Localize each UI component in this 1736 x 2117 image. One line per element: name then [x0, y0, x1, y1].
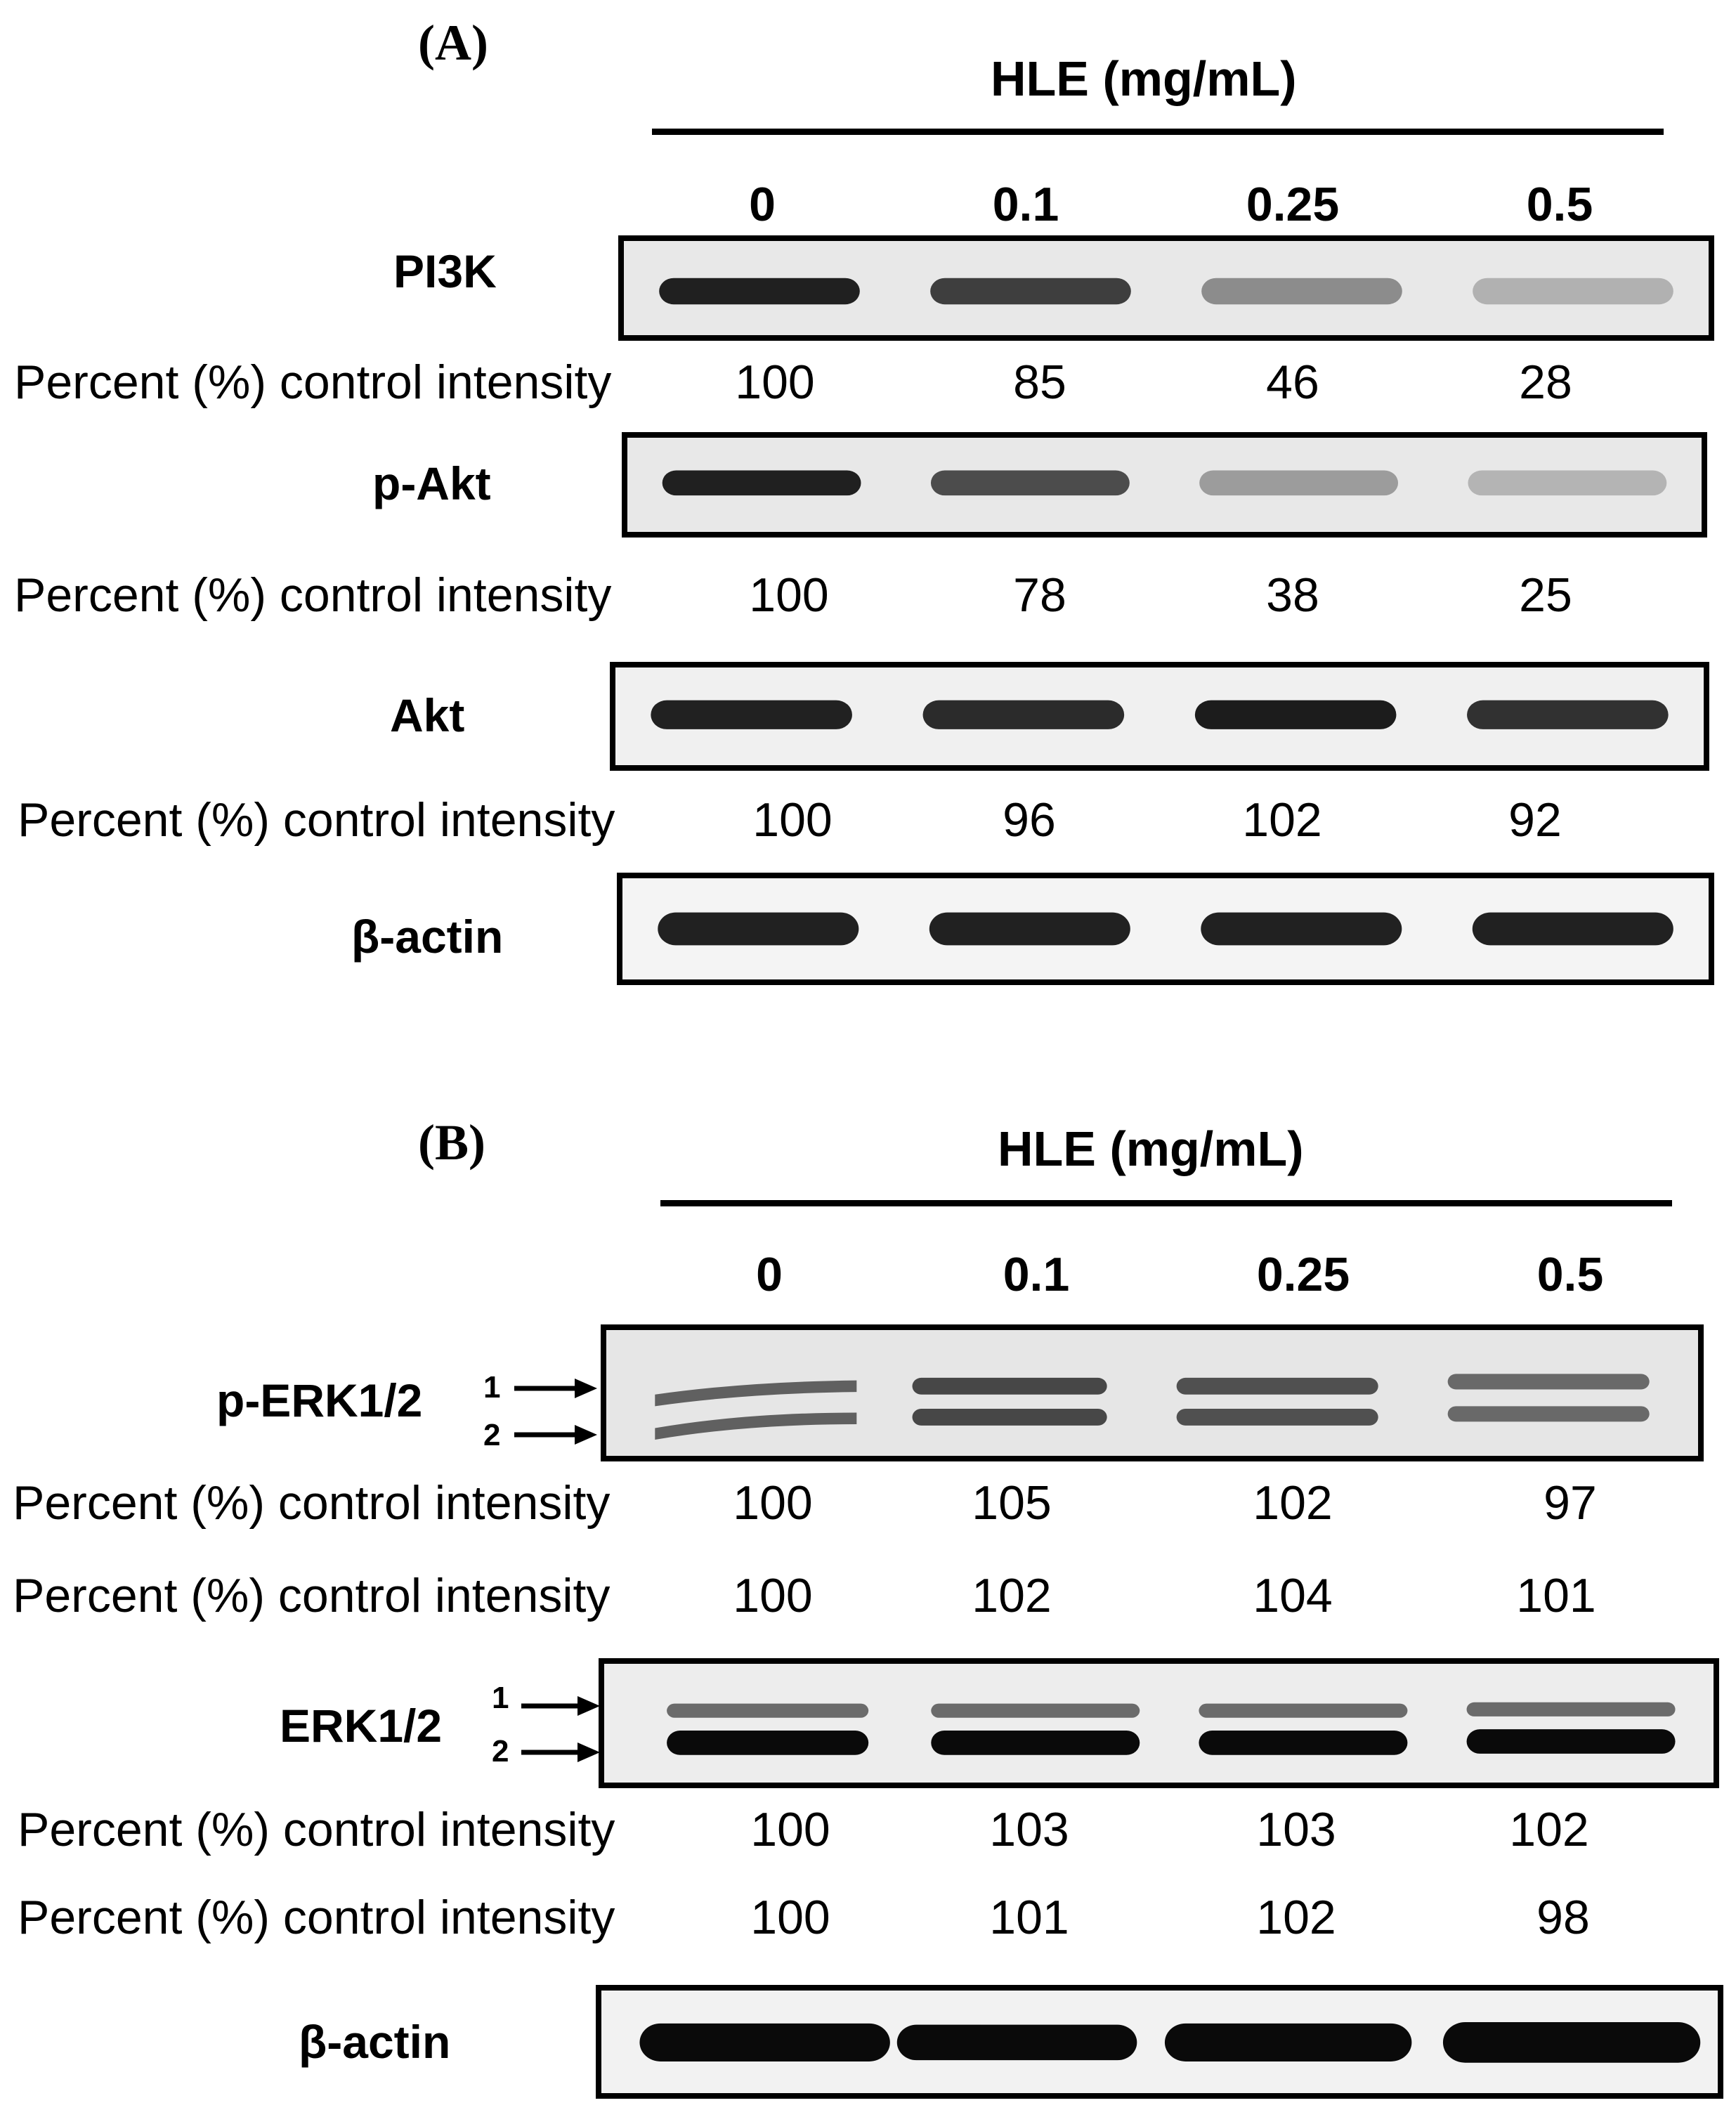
p-akt-quant-label: Percent (%) control intensity [14, 568, 612, 622]
akt-band-1 [923, 701, 1125, 729]
erk-lane-3 [1467, 1702, 1676, 1754]
akt-blot [610, 662, 1709, 771]
beta-actin-a-label: β-actin [351, 911, 504, 963]
p-erk-blot [601, 1324, 1704, 1461]
erk-band1-marker: 1 [492, 1681, 509, 1715]
panel-b-label: (B) [418, 1114, 485, 1171]
beta-actin-a-band-1 [929, 913, 1130, 946]
p-erk-lane-0 [655, 1381, 856, 1440]
panel-a-label: (A) [418, 15, 488, 71]
p-erk-quant-label-1: Percent (%) control intensity [13, 1476, 611, 1530]
erk-r1-value-2: 103 [1256, 1803, 1336, 1856]
pi3k-value-2: 46 [1266, 356, 1319, 409]
panel-b-dose-1: 0.1 [1003, 1248, 1070, 1301]
p-erk-r1-value-1: 105 [972, 1476, 1052, 1530]
akt-band-0 [651, 701, 852, 729]
akt-value-2: 102 [1242, 793, 1322, 847]
pi3k-value-1: 85 [1013, 356, 1066, 409]
erk-lane-2 [1199, 1704, 1407, 1755]
pi3k-quant-label: Percent (%) control intensity [14, 356, 612, 409]
p-akt-blot [622, 432, 1707, 538]
panel-b-dose-3: 0.5 [1536, 1248, 1604, 1301]
p-akt-band-0 [663, 470, 861, 495]
beta-actin-a-band-2 [1201, 913, 1402, 946]
erk-r2-value-3: 98 [1536, 1891, 1590, 1944]
p-erk-r1-value-2: 102 [1253, 1476, 1333, 1530]
beta-actin-b-label: β-actin [299, 2016, 451, 2068]
p-akt-bands [627, 438, 1702, 532]
akt-band-3 [1467, 701, 1669, 729]
panel-a-hle-header: HLE (mg/mL) [991, 51, 1297, 106]
erk-r2-value-2: 102 [1256, 1891, 1336, 1944]
pi3k-bands [624, 241, 1709, 335]
beta-actin-b-bands [601, 1991, 1718, 2093]
pi3k-blot [618, 235, 1714, 341]
erk-r1-value-1: 103 [989, 1803, 1069, 1856]
p-erk-lane-3 [1448, 1374, 1650, 1421]
erk-band2-marker: 2 [492, 1734, 509, 1768]
pi3k-value-0: 100 [735, 356, 815, 409]
pi3k-band-1 [930, 278, 1131, 305]
p-erk-r2-value-2: 104 [1253, 1569, 1333, 1622]
akt-quant-label: Percent (%) control intensity [18, 793, 615, 847]
p-akt-band-1 [931, 470, 1130, 495]
panel-a-dose-2: 0.25 [1246, 178, 1340, 231]
p-erk-r2-value-1: 102 [972, 1569, 1052, 1622]
p-erk-band2-arrow [514, 1424, 597, 1446]
erk-r1-value-3: 102 [1509, 1803, 1589, 1856]
erk-quant-label-2: Percent (%) control intensity [18, 1891, 615, 1944]
akt-value-1: 96 [1003, 793, 1056, 847]
erk-lane-1 [931, 1704, 1140, 1755]
p-erk-lane-2 [1177, 1378, 1378, 1426]
p-erk-r2-value-3: 101 [1516, 1569, 1596, 1622]
p-akt-band-3 [1468, 470, 1666, 495]
pi3k-band-2 [1201, 278, 1402, 305]
pi3k-value-3: 28 [1519, 356, 1572, 409]
erk-label: ERK1/2 [280, 1700, 443, 1752]
pi3k-label: PI3K [393, 245, 497, 297]
erk-r2-value-0: 100 [750, 1891, 830, 1944]
panel-b-dose-0: 0 [756, 1248, 783, 1301]
p-erk-lane-1 [913, 1378, 1107, 1426]
pi3k-band-0 [659, 278, 860, 305]
beta-actin-a-band-0 [658, 913, 859, 946]
panel-a-dose-1: 0.1 [992, 178, 1059, 231]
p-akt-band-2 [1199, 470, 1398, 495]
panel-b-dose-2: 0.25 [1256, 1248, 1350, 1301]
akt-label: Akt [390, 689, 465, 741]
erk-bands [604, 1664, 1714, 1783]
p-akt-value-1: 78 [1013, 568, 1066, 622]
p-erk-band1-marker: 1 [483, 1370, 501, 1405]
erk-band2-arrow [521, 1741, 600, 1764]
panel-a-dose-0: 0 [749, 178, 776, 231]
beta-actin-a-blot [617, 873, 1714, 985]
erk-r1-value-0: 100 [750, 1803, 830, 1856]
erk-blot [599, 1658, 1719, 1788]
beta-actin-b-band-0 [639, 2024, 889, 2061]
p-erk-quant-label-2: Percent (%) control intensity [13, 1569, 611, 1622]
p-erk-band2-marker: 2 [483, 1418, 501, 1452]
p-erk-label: p-ERK1/2 [216, 1374, 423, 1426]
akt-value-0: 100 [752, 793, 833, 847]
akt-bands [615, 667, 1704, 765]
p-erk-r1-value-0: 100 [733, 1476, 813, 1530]
panel-b-header-rule [660, 1200, 1672, 1206]
panel-a-header-rule [652, 129, 1664, 135]
akt-value-3: 92 [1508, 793, 1562, 847]
p-akt-value-2: 38 [1266, 568, 1319, 622]
beta-actin-b-band-1 [897, 2025, 1137, 2060]
beta-actin-b-band-3 [1443, 2022, 1700, 2063]
beta-actin-b-band-2 [1165, 2024, 1411, 2061]
p-erk-bands [606, 1330, 1698, 1456]
erk-quant-label-1: Percent (%) control intensity [18, 1803, 615, 1856]
akt-band-2 [1195, 701, 1397, 729]
erk-band1-arrow [521, 1695, 600, 1717]
erk-lane-0 [667, 1704, 868, 1755]
beta-actin-a-bands [622, 878, 1709, 979]
pi3k-band-3 [1473, 278, 1673, 305]
p-akt-value-3: 25 [1519, 568, 1572, 622]
panel-b-hle-header: HLE (mg/mL) [998, 1121, 1304, 1176]
erk-r2-value-1: 101 [989, 1891, 1069, 1944]
p-akt-value-0: 100 [749, 568, 829, 622]
beta-actin-b-blot [596, 1985, 1723, 2099]
p-erk-r1-value-3: 97 [1544, 1476, 1597, 1530]
p-akt-label: p-Akt [372, 457, 491, 509]
p-erk-r2-value-0: 100 [733, 1569, 813, 1622]
beta-actin-a-band-3 [1473, 913, 1673, 946]
panel-a-dose-3: 0.5 [1526, 178, 1593, 231]
p-erk-band1-arrow [514, 1377, 597, 1400]
